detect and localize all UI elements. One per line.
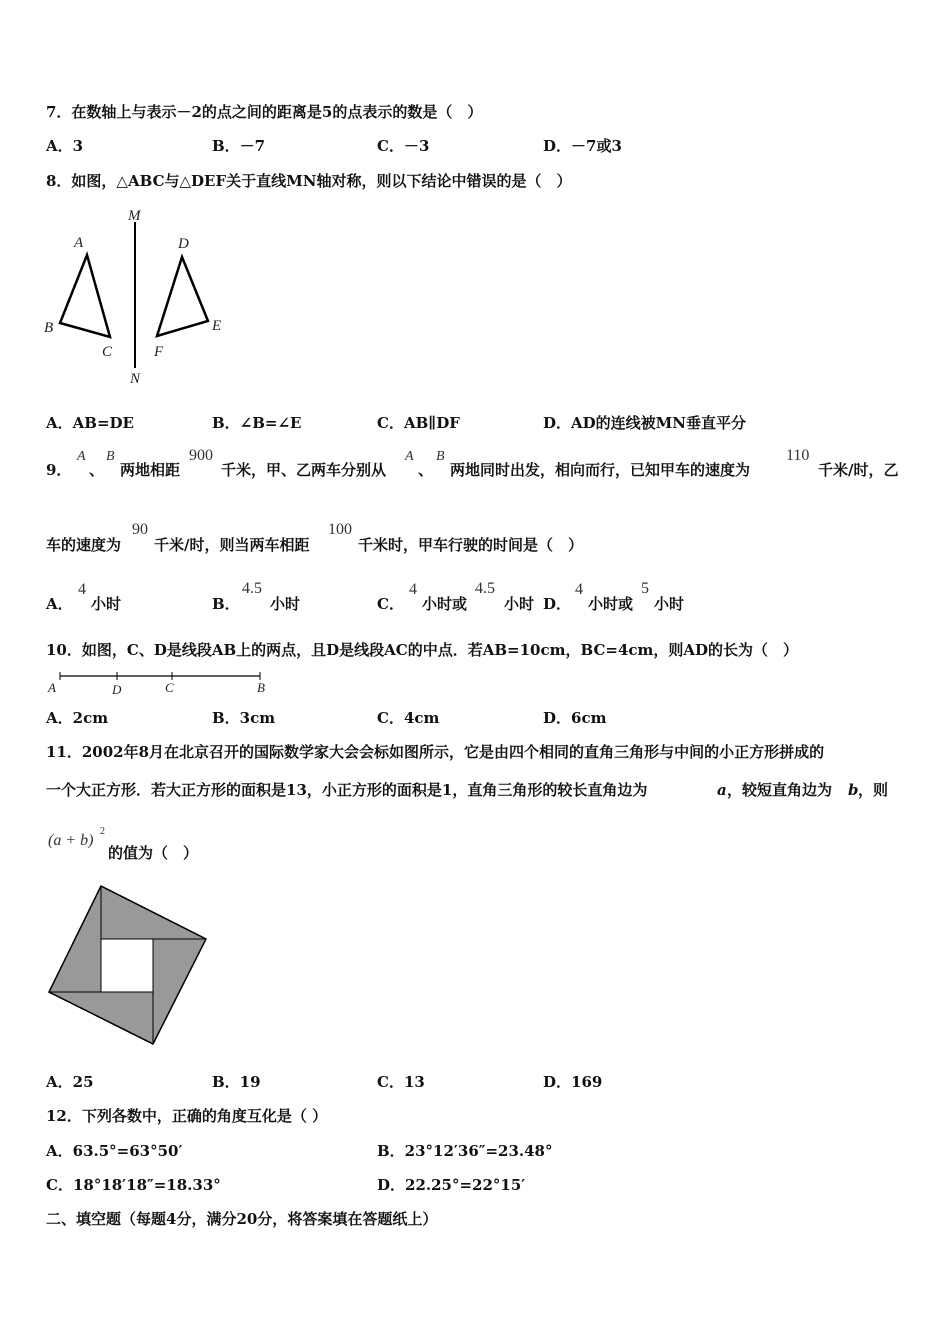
q7-option-d: D．－7或3: [543, 137, 622, 155]
label-b: B: [44, 320, 54, 336]
q10-option-b: B．3cm: [212, 709, 276, 727]
q12-option-b: B．23°12′36″=23.48°: [377, 1142, 553, 1160]
q9-text-1: 两地相距: [120, 461, 181, 479]
q11-line2-a: 一个大正方形．若大正方形的面积是13，小正方形的面积是1，直角三角形的较长直角边为: [46, 781, 648, 799]
q11-expression: (a + b): [48, 832, 94, 849]
q10-option-c: C．4cm: [377, 709, 440, 727]
q8-stem: 8．如图，△ABC与△DEF关于直线MN轴对称，则以下结论中错误的是（ ）: [46, 172, 572, 190]
label-d: D: [178, 236, 189, 252]
q9-option-a-text: 小时: [91, 595, 122, 613]
triangle-def: [157, 257, 208, 336]
q9-option-d-text1: 小时或: [588, 595, 634, 613]
q9-option-d-num1: 4: [575, 581, 583, 598]
triangle-abc: [60, 255, 110, 337]
q11-var-b: b: [848, 781, 859, 799]
q11-exponent: 2: [100, 826, 105, 837]
q7-option-a: A．3: [46, 137, 84, 155]
q9-var-b-2: B: [436, 449, 445, 464]
q11-line1: 11．2002年8月在北京召开的国际数学家大会会标如图所示，它是由四个相同的直角三角形与中间的小正方形拼成的: [46, 743, 825, 761]
q9-option-c-letter: C．: [377, 595, 404, 613]
q10-stem: 10．如图，C、D是线段AB上的两点，且D是线段AC的中点．若AB=10cm，BC=4cm，则AD的长为（ ）: [46, 641, 799, 659]
q12-option-a: A．63.5°=63°50′: [46, 1142, 183, 1160]
label-e: E: [212, 318, 222, 334]
q9-option-c-num1: 4: [409, 581, 417, 598]
q10-option-a: A．2cm: [46, 709, 109, 727]
q12-option-d: D．22.25°=22°15′: [377, 1176, 526, 1194]
q9-option-b-num: 4.5: [242, 580, 262, 597]
q9-option-b-text: 小时: [270, 595, 301, 613]
q9-number: 9．: [46, 461, 72, 479]
inner-square: [101, 939, 153, 992]
q9-var-a: A: [77, 449, 86, 464]
q10-segment-figure: [44, 668, 274, 698]
q9-option-d-num2: 5: [641, 580, 649, 597]
q9-num-90: 90: [132, 521, 148, 538]
q10-option-d: D．6cm: [543, 709, 607, 727]
q9-option-a-letter: A．: [46, 595, 73, 613]
q9-text-2: 千米，甲、乙两车分别从: [221, 461, 387, 479]
q7-option-c: C．－3: [377, 137, 430, 155]
q7-option-b: B．－7: [212, 137, 266, 155]
q9-option-d-letter: D．: [543, 595, 572, 613]
q8-symmetry-figure: [40, 200, 240, 390]
q9-option-b-letter: B．: [212, 595, 240, 613]
q12-option-c: C．18°18′18″=18.33°: [46, 1176, 221, 1194]
q11-pinwheel-figure: [46, 882, 210, 1048]
q9-line2-a: 车的速度为: [46, 536, 122, 554]
q11-line2-c: ，则: [858, 781, 889, 799]
q9-option-c-text2: 小时: [504, 595, 535, 613]
q9-text-3: 两地同时出发，相向而行，已知甲车的速度为: [450, 461, 751, 479]
q9-dun-1: 、: [89, 461, 105, 479]
label-f: F: [154, 344, 164, 360]
label-n: N: [130, 371, 141, 387]
q8-option-c: C．AB∥DF: [377, 414, 460, 432]
q11-option-d: D．169: [543, 1073, 603, 1091]
q11-option-b: B．19: [212, 1073, 261, 1091]
q12-stem: 12．下列各数中，正确的角度互化是（ ）: [46, 1107, 328, 1125]
q9-var-b: B: [106, 449, 115, 464]
section-2-heading: 二、填空题（每题4分，满分20分，将答案填在答题纸上）: [46, 1210, 438, 1228]
label-c: C: [102, 344, 113, 360]
q9-num-900: 900: [189, 447, 213, 464]
label-a: A: [48, 680, 56, 695]
q9-option-d-text2: 小时: [654, 595, 685, 613]
q9-text-4: 千米/时，乙: [818, 461, 899, 479]
q8-option-a: A．AB=DE: [46, 414, 134, 432]
q9-num-100: 100: [328, 521, 352, 538]
q9-num-110: 110: [786, 447, 810, 464]
label-b: B: [257, 680, 265, 695]
q11-var-a: a: [717, 781, 727, 799]
q11-option-a: A．25: [46, 1073, 94, 1091]
label-m: M: [128, 208, 141, 224]
q9-option-c-text1: 小时或: [422, 595, 468, 613]
q8-option-d: D．AD的连线被MN垂直平分: [543, 414, 746, 432]
q9-option-c-num2: 4.5: [475, 580, 495, 597]
label-c: C: [165, 680, 174, 695]
label-d: D: [112, 682, 122, 697]
label-a: A: [74, 235, 84, 251]
q9-dun-2: 、: [418, 461, 434, 479]
q11-option-c: C．13: [377, 1073, 425, 1091]
q9-line2-b: 千米/时，则当两车相距: [154, 536, 310, 554]
q9-option-a-num: 4: [78, 581, 86, 598]
q11-line3: 的值为（ ）: [108, 844, 199, 862]
q9-var-a-2: A: [405, 449, 414, 464]
q8-option-b: B．∠B=∠E: [212, 414, 302, 432]
q7-stem: 7．在数轴上与表示－2的点之间的距离是5的点表示的数是（ ）: [46, 103, 483, 121]
q11-line2-b: ，较短直角边为: [727, 781, 833, 799]
q9-line2-c: 千米时，甲车行驶的时间是（ ）: [358, 536, 584, 554]
